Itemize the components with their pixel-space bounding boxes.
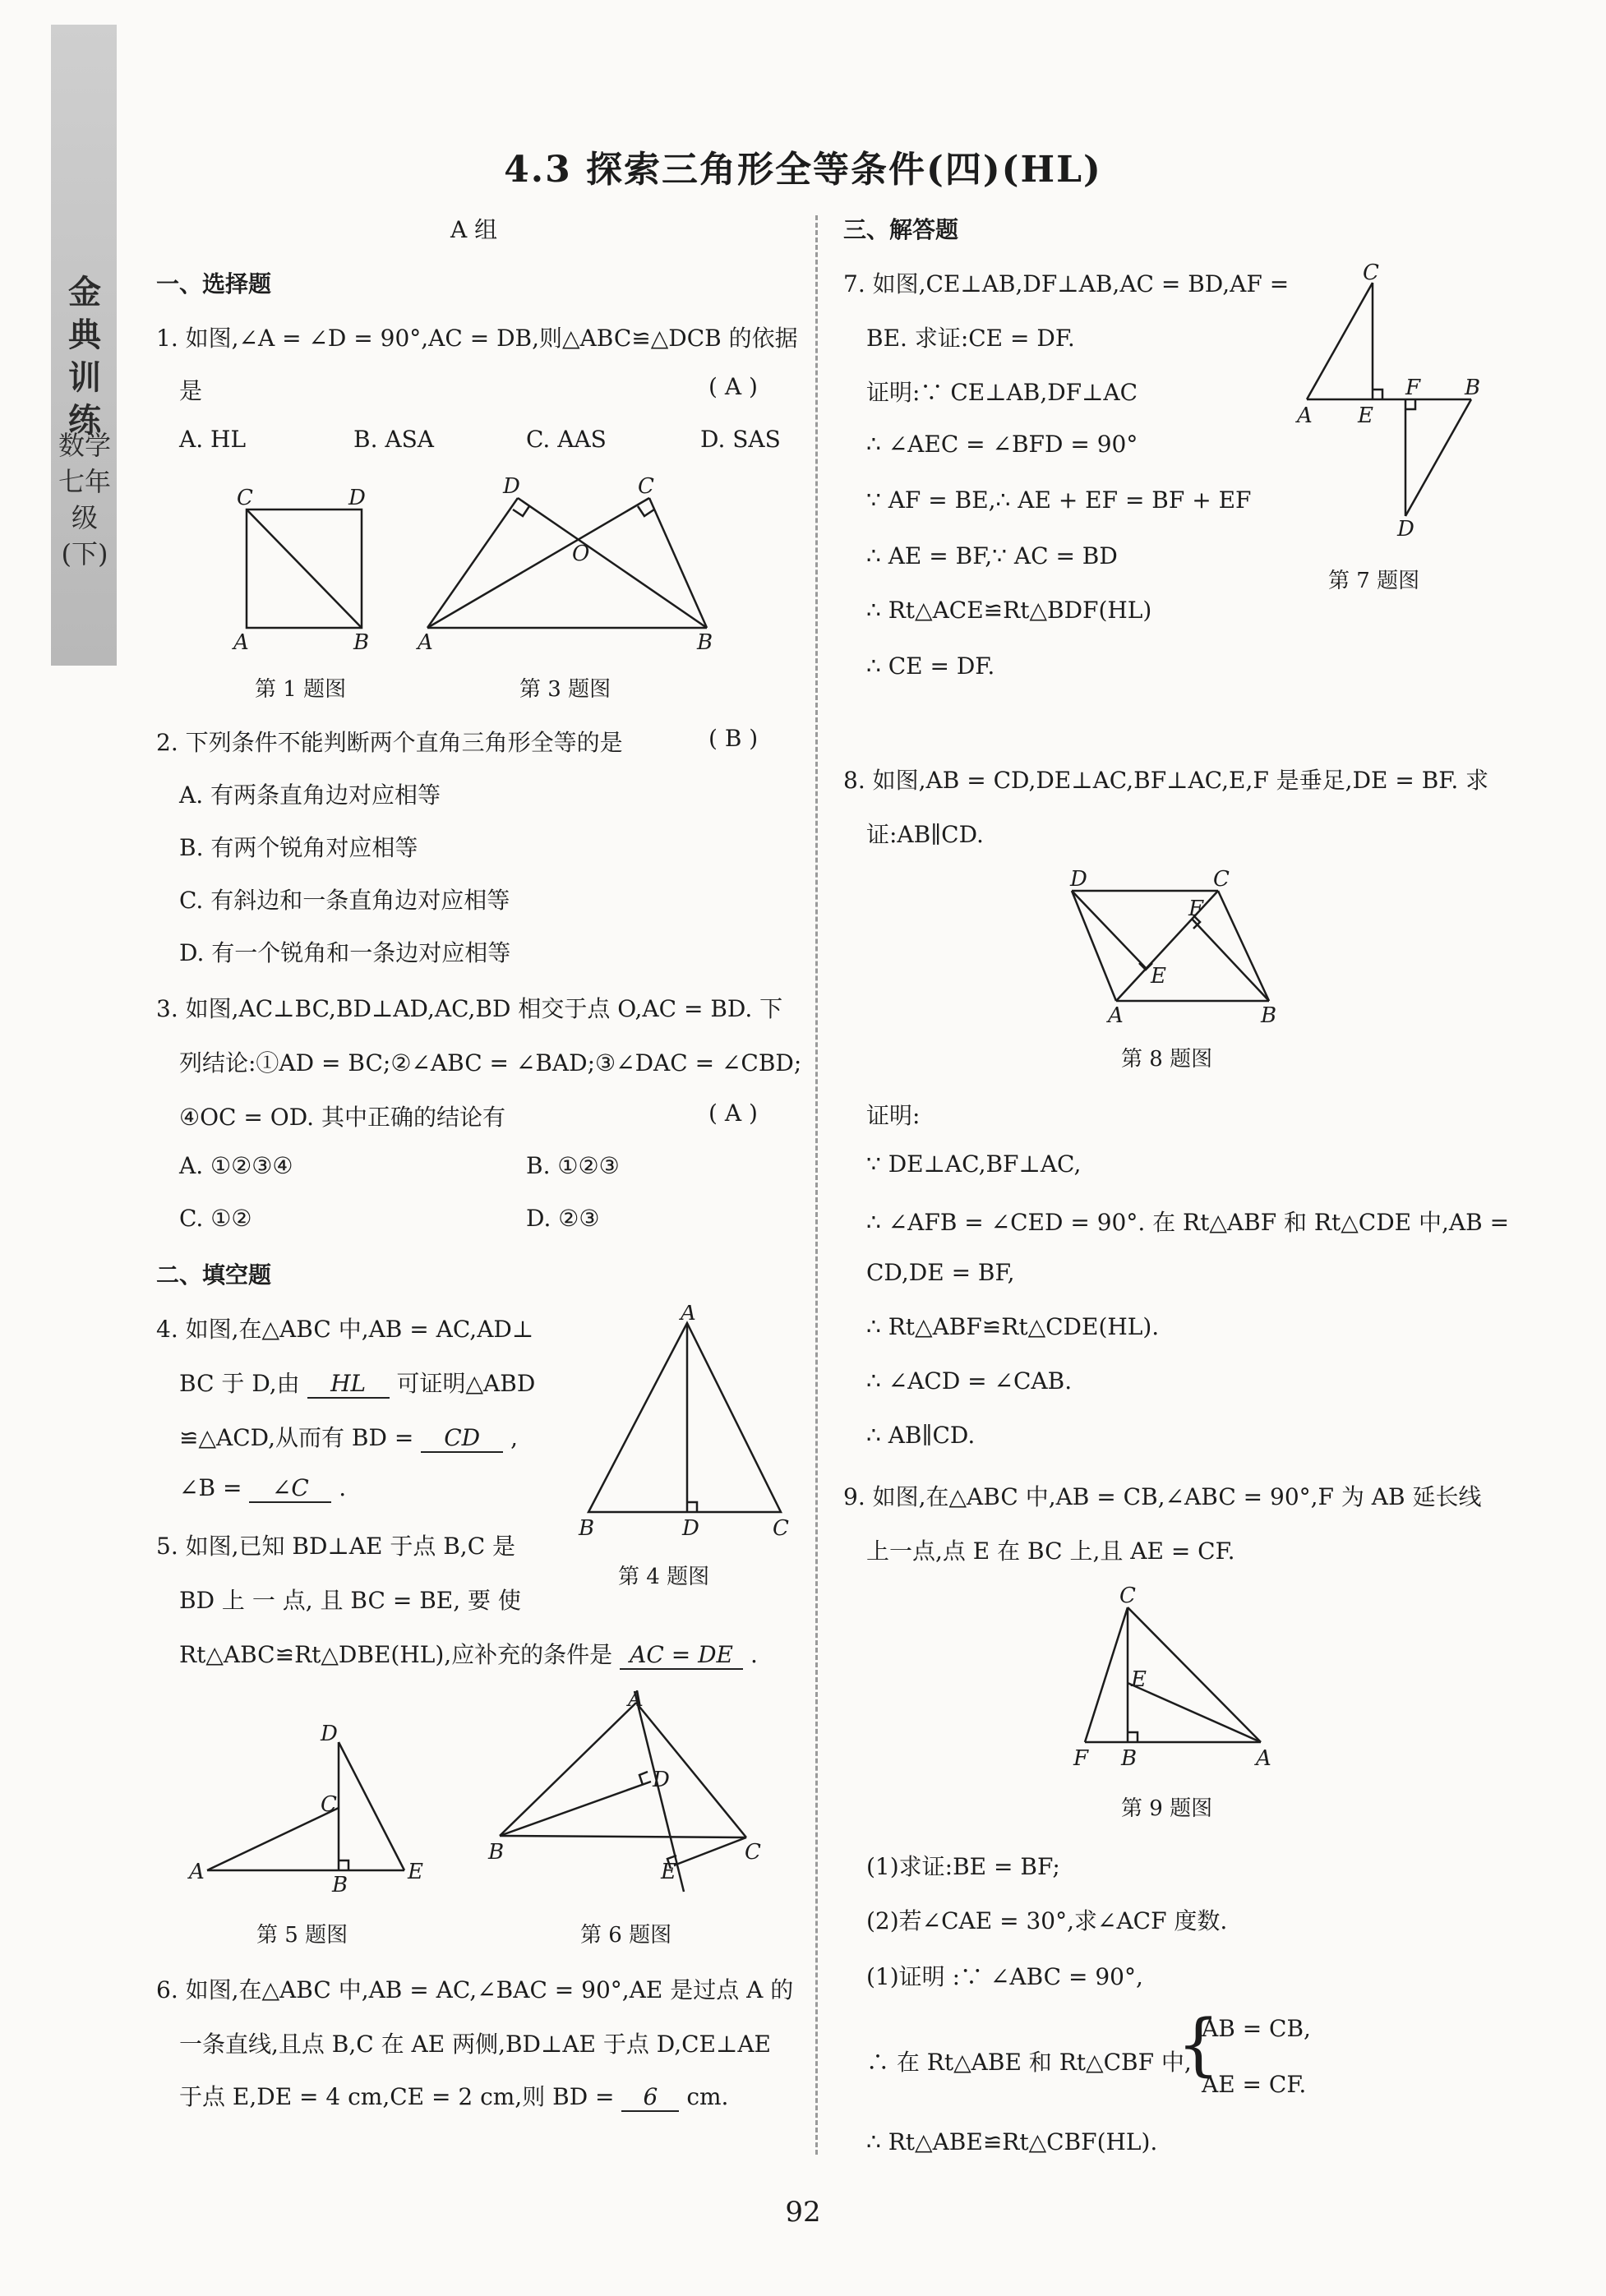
q4-stem-3: ≌△ACD,从而有 BD = CD ,	[179, 1424, 518, 1451]
svg-text:C: C	[773, 1516, 789, 1541]
svg-text:C: C	[321, 1792, 337, 1817]
svg-text:E: E	[1151, 964, 1166, 989]
q6-stem: 6. 如图,在△ABC 中,AB = AC,∠BAC = 90°,AE 是过点 A 的	[156, 1976, 794, 2003]
q8-stem: 8. 如图,AB = CD,DE⊥AC,BF⊥AC,E,F 是垂足,DE = BF. 求	[843, 767, 1489, 794]
svg-text:D: D	[682, 1516, 699, 1541]
figure-4	[575, 1305, 797, 1543]
figure-3	[411, 468, 740, 657]
svg-text:C: C	[638, 474, 654, 499]
q9-proof-line: (1)证明 :∵ ∠ABC = 90°,	[866, 1963, 1143, 1990]
fig9-caption: 第 9 题图	[1121, 1796, 1213, 1821]
q4-blank-1: HL	[307, 1370, 390, 1399]
fig3-caption: 第 3 题图	[519, 677, 611, 702]
fig4-caption: 第 4 题图	[618, 1565, 710, 1589]
figure-9	[1060, 1583, 1282, 1773]
q4-stem-2: BC 于 D,由 HL 可证明△ABD	[179, 1370, 536, 1397]
page-title: 4.3 探索三角形全等条件(四)(HL)	[504, 149, 1102, 191]
svg-text:F: F	[1405, 376, 1421, 400]
q7-proof-line: ∴ CE = DF.	[866, 652, 995, 680]
q1-option: A. HL	[179, 426, 247, 453]
svg-text:F: F	[1188, 897, 1204, 921]
q4-stem-4: ∠B = ∠C .	[179, 1474, 347, 1501]
q8-proof-line: ∴ Rt△ABF≌Rt△CDE(HL).	[866, 1313, 1160, 1340]
svg-text:A: A	[1108, 1003, 1124, 1028]
q8-stem-2: 证:AB∥CD.	[866, 821, 984, 848]
svg-text:F: F	[1073, 1746, 1089, 1771]
q2-answer: ( B )	[708, 725, 759, 752]
svg-text:B: B	[353, 630, 370, 655]
q5-stem-3: Rt△ABC≌Rt△DBE(HL),应补充的条件是 AC = DE .	[179, 1641, 758, 1668]
q5-stem: 5. 如图,已知 BD⊥AE 于点 B,C 是	[156, 1533, 516, 1560]
q5-stem-2: BD 上 一 点, 且 BC = BE, 要 使	[179, 1587, 521, 1614]
svg-text:B: B	[488, 1840, 505, 1865]
svg-text:E: E	[1358, 403, 1373, 428]
q7-proof-line: ∴ AE = BF,∵ AC = BD	[866, 542, 1118, 569]
svg-text:C: C	[745, 1840, 761, 1865]
svg-text:A: A	[1297, 403, 1313, 428]
q4-blank-2: CD	[421, 1424, 503, 1453]
q3-option: B. ①②③	[526, 1152, 620, 1179]
svg-text:A: A	[681, 1305, 696, 1326]
q7-proof-line: ∵ AF = BE,∴ AE + EF = BF + EF	[866, 486, 1252, 514]
q3-stem-2: 列结论:①AD = BC;②∠ABC = ∠BAD;③∠DAC = ∠CBD;	[179, 1049, 802, 1077]
q3-option: D. ②③	[526, 1205, 600, 1232]
figure-8	[1060, 864, 1299, 1029]
q8-proof-line: 证明:	[866, 1102, 921, 1129]
page-number: 92	[785, 2196, 821, 2229]
subject-grade: 数学 七年级(下)	[58, 430, 111, 569]
brand-name: 金典训练	[68, 273, 101, 440]
q3-option: A. ①②③④	[179, 1152, 293, 1179]
q2-option: A. 有两条直角边对应相等	[179, 781, 441, 809]
svg-text:A: A	[233, 630, 249, 655]
q1-stem: 1. 如图,∠A = ∠D = 90°,AC = DB,则△ABC≌△DCB 的依据	[156, 325, 798, 352]
q5-blank: AC = DE	[620, 1641, 743, 1670]
svg-text:A: A	[418, 630, 433, 655]
q1-stem-2: 是	[179, 377, 203, 404]
svg-text:D: D	[503, 474, 520, 499]
svg-text:D: D	[653, 1768, 670, 1792]
figure-1	[222, 485, 378, 657]
svg-text:E: E	[408, 1860, 423, 1884]
fig5-caption: 第 5 题图	[256, 1923, 348, 1948]
svg-text:A: A	[628, 1687, 644, 1712]
section-fill: 二、填空题	[156, 1261, 272, 1289]
fig7-caption: 第 7 题图	[1328, 569, 1420, 593]
q9-sub2: (2)若∠CAE = 30°,求∠ACF 度数.	[866, 1907, 1228, 1934]
svg-text:C: C	[1119, 1584, 1136, 1608]
q8-proof-line: ∴ ∠ACD = ∠CAB.	[866, 1367, 1073, 1395]
q9-condition: AB = CB,	[1202, 2015, 1311, 2042]
q9-proof-line: ∴ Rt△ABE≌Rt△CBF(HL).	[866, 2128, 1158, 2155]
q2-option: B. 有两个锐角对应相等	[179, 834, 418, 861]
fig8-caption: 第 8 题图	[1121, 1047, 1213, 1072]
q3-stem-3: ④OC = OD. 其中正确的结论有	[179, 1104, 505, 1131]
svg-text:D: D	[348, 486, 366, 510]
q9-condition: AE = CF.	[1202, 2071, 1307, 2098]
q2-option: C. 有斜边和一条直角边对应相等	[179, 887, 510, 914]
q1-option: D. SAS	[700, 426, 781, 453]
svg-text:B: B	[1261, 1003, 1277, 1028]
figure-5	[181, 1717, 436, 1898]
q8-proof-line: ∴ AB∥CD.	[866, 1422, 976, 1449]
svg-text:B: B	[1465, 376, 1481, 400]
q8-proof-line: CD,DE = BF,	[866, 1259, 1015, 1286]
q7-proof-line: ∴ ∠AEC = ∠BFD = 90°	[866, 431, 1138, 458]
svg-text:A: A	[1256, 1746, 1271, 1771]
svg-text:C: C	[1213, 867, 1230, 892]
q6-stem-3: 于点 E,DE = 4 cm,CE = 2 cm,则 BD = 6 cm.	[179, 2083, 729, 2110]
q9-proof-line: ∴ 在 Rt△ABE 和 Rt△CBF 中,	[866, 2049, 1192, 2076]
svg-text:B: B	[332, 1873, 348, 1897]
q2-option: D. 有一个锐角和一条边对应相等	[179, 939, 511, 966]
q1-option: C. AAS	[526, 426, 607, 453]
q1-option: B. ASA	[353, 426, 434, 453]
svg-text:C: C	[237, 486, 253, 510]
system-brace: {	[1177, 2006, 1221, 2084]
q4-blank-3: ∠C	[249, 1474, 331, 1503]
svg-text:D: D	[1070, 867, 1087, 892]
svg-text:B: B	[579, 1516, 595, 1541]
q2-stem: 2. 下列条件不能判断两个直角三角形全等的是	[156, 729, 623, 756]
q6-blank: 6	[621, 2083, 679, 2112]
column-divider	[815, 215, 818, 2155]
q3-option: C. ①②	[179, 1205, 252, 1232]
q8-proof-line: ∴ ∠AFB = ∠CED = 90°. 在 Rt△ABF 和 Rt△CDE 中,AB =	[866, 1209, 1510, 1236]
svg-text:C: C	[1363, 260, 1379, 285]
svg-text:O: O	[572, 542, 590, 566]
q7-proof-line: ∴ Rt△ACE≌Rt△BDF(HL)	[866, 597, 1152, 624]
q3-answer: ( A )	[708, 1100, 758, 1127]
fig6-caption: 第 6 题图	[580, 1923, 672, 1948]
section-choice: 一、选择题	[156, 270, 272, 297]
q4-stem: 4. 如图,在△ABC 中,AB = AC,AD⊥	[156, 1316, 534, 1343]
svg-text:E: E	[661, 1860, 676, 1884]
svg-text:E: E	[1131, 1667, 1147, 1692]
q9-stem-2: 上一点,点 E 在 BC 上,且 AE = CF.	[866, 1538, 1235, 1565]
q1-answer: ( A )	[708, 373, 758, 400]
svg-text:D: D	[1397, 517, 1414, 539]
q9-stem: 9. 如图,在△ABC 中,AB = CB,∠ABC = 90°,F 为 AB 延长线	[843, 1483, 1482, 1510]
q9-sub1: (1)求证:BE = BF;	[866, 1853, 1060, 1880]
q8-proof-line: ∵ DE⊥AC,BF⊥AC,	[866, 1150, 1082, 1178]
q7-proof-line: 证明:∵ CE⊥AB,DF⊥AC	[866, 379, 1138, 406]
group-label: A 组	[450, 216, 498, 243]
svg-text:B: B	[1121, 1746, 1138, 1771]
section-solution: 三、解答题	[843, 216, 959, 243]
q7-stem: 7. 如图,CE⊥AB,DF⊥AB,AC = BD,AF =	[843, 270, 1290, 297]
figure-7	[1290, 260, 1488, 539]
svg-text:D: D	[321, 1722, 338, 1746]
q7-stem-2: BE. 求证:CE = DF.	[866, 325, 1075, 352]
fig1-caption: 第 1 题图	[255, 677, 347, 702]
figure-6	[477, 1685, 773, 1898]
q6-stem-2: 一条直线,且点 B,C 在 AE 两侧,BD⊥AE 于点 D,CE⊥AE	[179, 2031, 771, 2058]
svg-text:A: A	[189, 1860, 205, 1884]
q3-stem: 3. 如图,AC⊥BC,BD⊥AD,AC,BD 相交于点 O,AC = BD. 下	[156, 995, 783, 1022]
svg-text:B: B	[697, 630, 713, 655]
